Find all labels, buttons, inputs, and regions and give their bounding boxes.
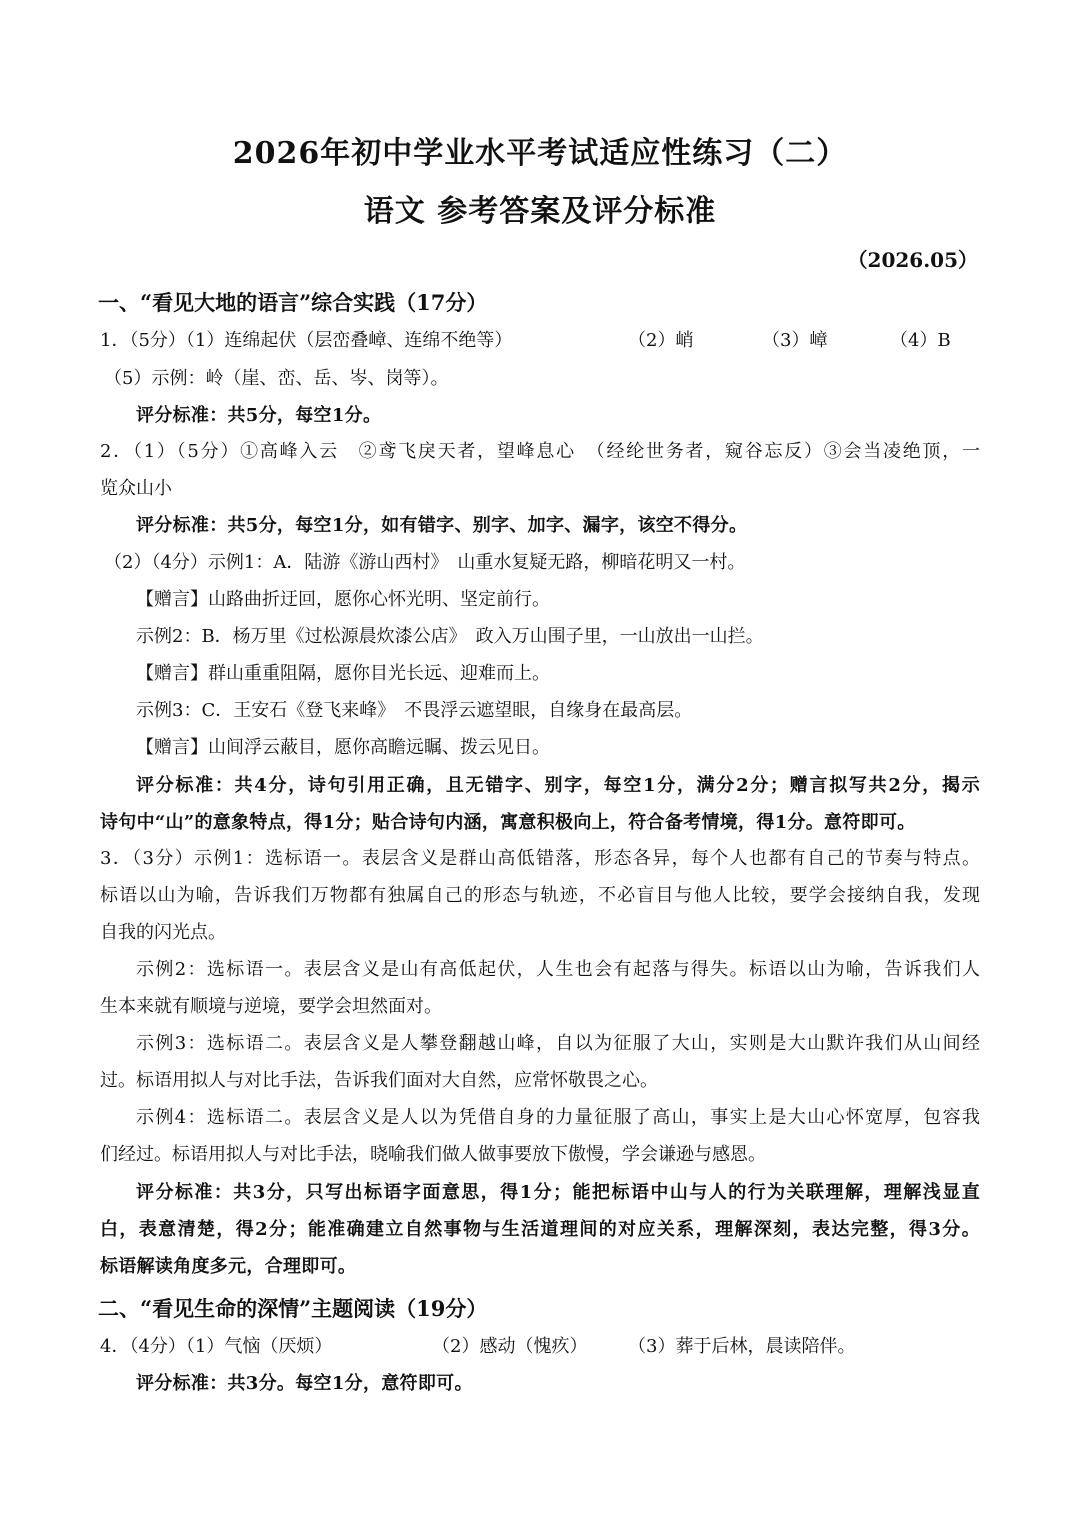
q4-answer-2: （2）感动（愧疚） [432,1336,588,1357]
q1-scoring: 评分标准：共5分，每空1分。 [136,405,382,426]
q2-line-1: 2．（1）（5分）①高峰入云 ②鸢飞戾天者，望峰息心 （经纶世务者，窥谷忘反）③会当凌绝顶，一 [100,441,980,462]
q4-answer-1: 4．（4分）（1）气恼（厌烦） [100,1336,333,1357]
q3-example-4b: 们经过。标语用拟人与对比手法，晓喻我们做人做事要放下傲慢，学会谦逊与感恩。 [100,1144,766,1165]
section-heading-2: 二、“看见生命的深情”主题阅读（19分） [98,1296,488,1321]
q3-scoring-c: 标语解读角度多元，合理即可。 [100,1256,357,1277]
q2-message-3: 【赠言】山间浮云蔽目，愿你高瞻远瞩、拨云见日。 [136,737,550,758]
q4-answer-3: （3）葬于后林，晨读陪伴。 [628,1336,856,1357]
q3-line-3: 自我的闪光点。 [100,922,226,943]
q3-example-4a: 示例4：选标语二。表层含义是人以为凭借自身的力量征服了高山，事实上是大山心怀宽厚，包容我 [136,1107,980,1128]
q2-scoring-1: 评分标准：共5分，每空1分，如有错字、别字、加字、漏字，该空不得分。 [136,515,748,536]
q1-answer-3: （3）嶂 [762,330,828,351]
q1-answer-2: （2）峭 [628,330,694,351]
q3-example-2b: 生本来就有顺境与逆境，要学会坦然面对。 [100,996,442,1017]
q2-message-1: 【赠言】山路曲折迂回，愿你心怀光明、坚定前行。 [136,589,550,610]
q2-message-2: 【赠言】群山重重阻隔，愿你目光长远、迎难而上。 [136,663,550,684]
q2-example-2: 示例2：B．杨万里《过松源晨炊漆公店》 政入万山围子里，一山放出一山拦。 [136,626,764,647]
q3-example-3b: 过。标语用拟人与对比手法，告诉我们面对大自然，应常怀敬畏之心。 [100,1070,658,1091]
q1-answer-5: （5）示例：岭（崖、峦、岳、岑、岗等）。 [104,368,449,389]
q3-scoring-b: 白，表意清楚，得2分；能准确建立自然事物与生活道理间的对应关系，理解深刻，表达完整，得3分。 [100,1219,980,1240]
q2-part-2: （2）（4分）示例1：A．陆游《游山西村》 山重水复疑无路，柳暗花明又一村。 [104,552,746,573]
document-title: 2026年初中学业水平考试适应性练习（二） [232,136,848,171]
q2-scoring-2a: 评分标准：共4分，诗句引用正确，且无错字、别字，每空1分，满分2分；赠言拟写共2分，揭示 [136,775,980,796]
section-heading-1: 一、“看见大地的语言”综合实践（17分） [98,290,488,315]
q3-scoring-a: 评分标准：共3分，只写出标语字面意思，得1分；能把标语中山与人的行为关联理解，理解浅显直 [136,1182,980,1203]
q2-example-3: 示例3：C．王安石《登飞来峰》 不畏浮云遮望眼，自缘身在最高层。 [136,700,693,721]
q3-example-2a: 示例2：选标语一。表层含义是山有高低起伏，人生也会有起落与得失。标语以山为喻，告诉我们人 [136,959,980,980]
q1-answer-4: （4）B [890,330,951,351]
q1-answer-1: 1．（5分）（1）连绵起伏（层峦叠嶂、连绵不绝等） [100,330,513,351]
q2-scoring-2b: 诗句中“山”的意象特点，得1分；贴合诗句内涵，寓意积极向上，符合备考情境，得1分。意符即可。 [100,812,916,833]
document-date: （2026.05） [847,248,978,272]
q2-line-2: 览众山小 [100,478,172,499]
q3-example-3a: 示例3：选标语二。表层含义是人攀登翻越山峰，自以为征服了大山，实则是大山默许我们从山间经 [136,1033,980,1054]
document-subtitle: 语文 参考答案及评分标准 [363,194,717,229]
q4-scoring: 评分标准：共3分。每空1分，意符即可。 [136,1373,473,1394]
q3-line-1: 3．（3分）示例1：选标语一。表层含义是群山高低错落，形态各异，每个人也都有自己的节奏与特点。 [100,848,980,869]
q3-line-2: 标语以山为喻，告诉我们万物都有独属自己的形态与轨迹，不必盲目与他人比较，要学会接纳自我，发现 [100,885,980,906]
